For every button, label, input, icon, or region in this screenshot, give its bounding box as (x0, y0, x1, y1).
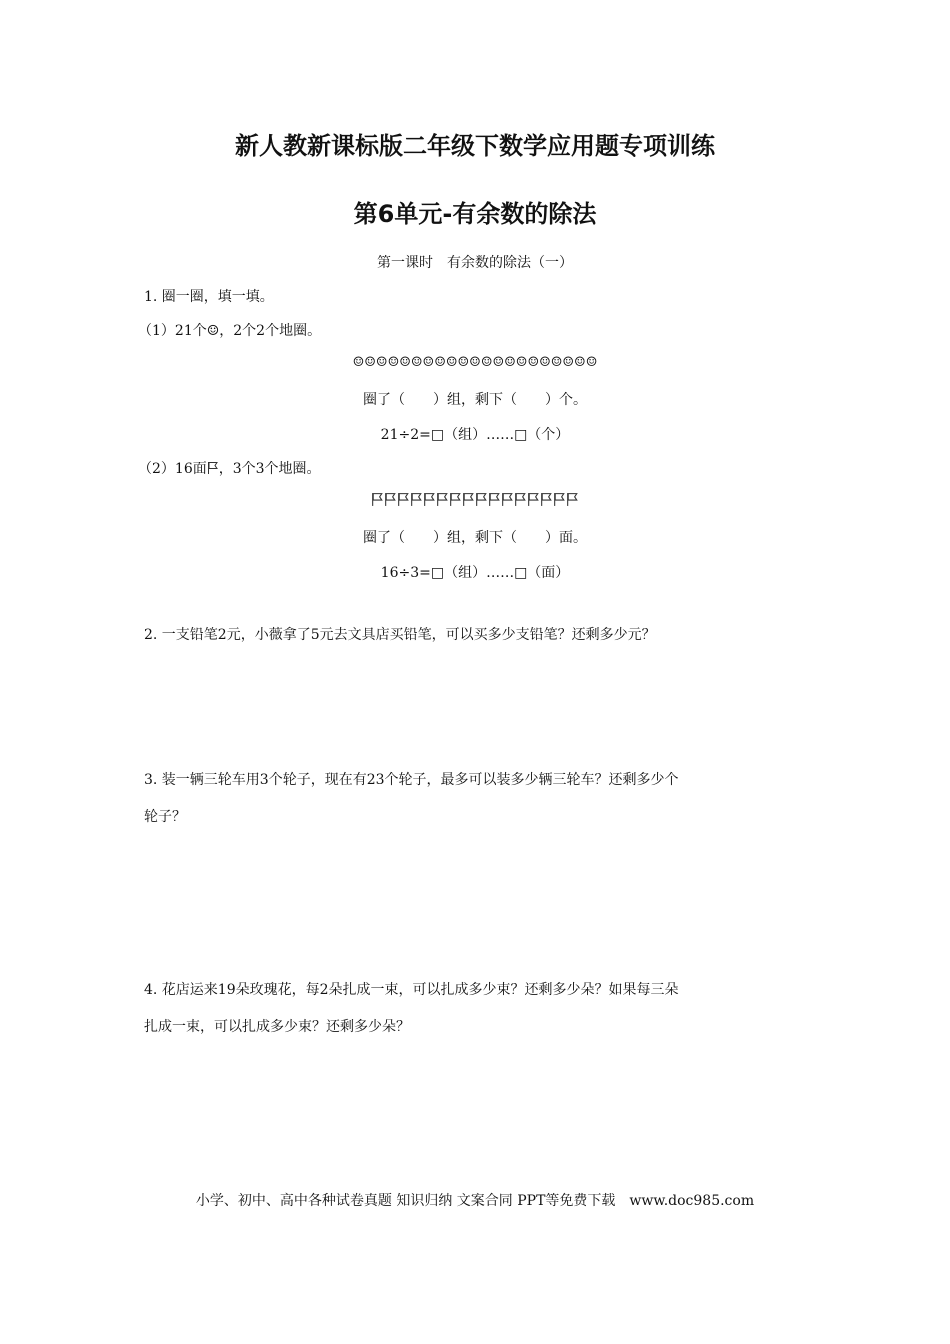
q2-text: 2. 一支铅笔2元，小薇拿了5元去文具店买铅笔，可以买多少支铅笔？还剩多少元？ (144, 627, 656, 643)
q1-part2-prompt (138, 459, 321, 479)
document-title: 新人教新课标版二年级下数学应用题专项训练 (235, 132, 715, 160)
q1-part2-prompt-tail: ，3个3个地圈。 (218, 461, 321, 477)
flag-icon (462, 492, 475, 507)
footer: 小学、初中、高中各种试卷真题 知识归纳 文案合同 PPT等免费下载 www.doc985.com (195, 1193, 755, 1209)
q1-part2-prompt-text: （2）16面 (138, 461, 207, 477)
q1-part1-prompt: （1）21个☺，2个2个地圈。 (138, 323, 322, 339)
lesson-title: 第一课时 有余数的除法（一） (377, 255, 573, 271)
q1-part1-fill: 圈了（ ）组，剩下（ ）个。 (363, 392, 587, 408)
flag-icon (514, 492, 527, 507)
unit-title: 第6单元-有余数的除法 (353, 200, 597, 228)
flag-icon (207, 461, 219, 475)
flag-icon (423, 492, 436, 507)
smiley-row: ☺☺☺☺☺☺☺☺☺☺☺☺☺☺☺☺☺☺☺☺☺ (352, 355, 598, 370)
flag-icon (566, 492, 579, 507)
q4-text-line1: 4. 花店运来19朵玫瑰花，每2朵扎成一束，可以扎成多少束？还剩多少朵？如果每三朵 (144, 982, 679, 998)
flag-icon (527, 492, 540, 507)
flag-icon (449, 492, 462, 507)
flag-icon (475, 492, 488, 507)
flag-row (0, 492, 950, 507)
flag-icon (488, 492, 501, 507)
q1-part1-equation: 21÷2=□（组）……□（个） (380, 427, 570, 443)
flag-icon (436, 492, 449, 507)
flag-icon (501, 492, 514, 507)
q1-part2-fill: 圈了（ ）组，剩下（ ）面。 (363, 530, 587, 546)
flag-icon (410, 492, 423, 507)
flag-icon (384, 492, 397, 507)
flag-icon (540, 492, 553, 507)
q4-text-line2: 扎成一束，可以扎成多少束？还剩多少朵？ (144, 1019, 410, 1035)
q3-text-line2: 轮子？ (144, 809, 186, 825)
q3-text-line1: 3. 装一辆三轮车用3个轮子，现在有23个轮子，最多可以装多少辆三轮车？还剩多少个 (144, 772, 679, 788)
flag-icon (371, 492, 384, 507)
flag-icon (397, 492, 410, 507)
q1-heading: 1. 圈一圈，填一填。 (144, 289, 274, 305)
q1-part2-equation: 16÷3=□（组）……□（面） (380, 565, 570, 581)
flag-icon (553, 492, 566, 507)
